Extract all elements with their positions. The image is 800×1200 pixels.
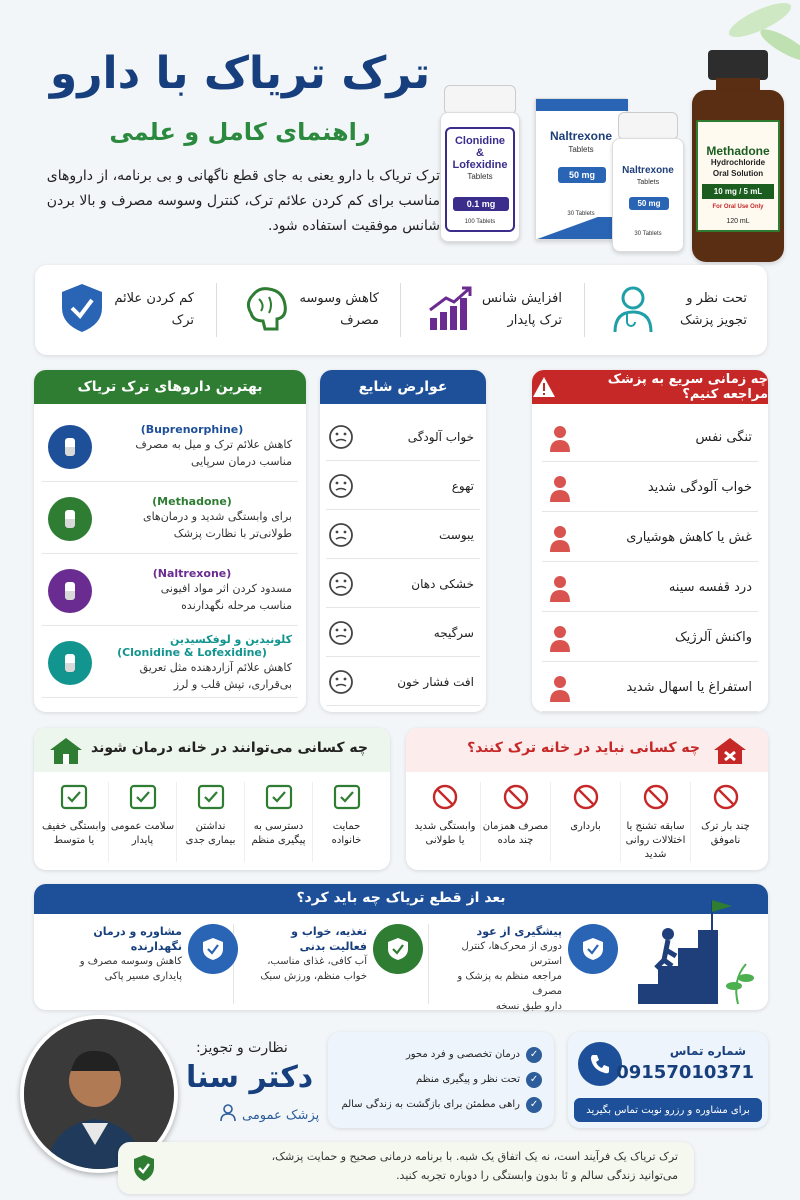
feature-item <box>340 1042 542 1067</box>
medicine-bottles-illustration <box>440 50 785 265</box>
feature-label: تحت نظر و پیگیری منظم <box>415 1074 520 1085</box>
side-effect-item <box>326 659 480 706</box>
urgent-item-label: تنگی نفس <box>695 430 752 445</box>
after-item-desc: دوری از محرک‌ها، کنترل استرس <box>461 941 562 967</box>
urgent-item-label: غش یا کاهش هوشیاری <box>626 530 752 545</box>
side-effect-label: افت فشار خون <box>397 675 474 689</box>
shield-icon <box>48 569 92 613</box>
features-card <box>328 1032 554 1128</box>
home-yes-title: چه کسانی می‌توانند در خانه درمان شوند <box>91 740 368 756</box>
check-icon: ✓ <box>526 1097 542 1113</box>
family-icon <box>331 782 363 816</box>
home-yes-label: بیماری جدی <box>185 835 236 846</box>
benefit-doctor <box>587 265 767 355</box>
shield-check-icon <box>58 282 106 338</box>
side-effects-title: عوارض شایع <box>358 379 448 395</box>
supervision-label: نظارت و تجویز: <box>196 1040 288 1056</box>
naltrexone-box: Naltrexone Tablets 50 mg 30 Tablets <box>535 98 627 240</box>
benefit-craving <box>220 265 400 355</box>
drug-item <box>42 484 298 554</box>
home-yes-label: حمایت <box>332 821 361 832</box>
home-yes-item <box>176 782 244 862</box>
drugs-title: بهترین داروهای ترک تریاک <box>77 379 263 395</box>
nausea-icon <box>326 471 356 501</box>
after-item-title: فعالیت بدنی <box>299 940 367 953</box>
drug-name-fa: کلونیدین و لوفکسیدین <box>170 632 292 646</box>
drug-desc: کاهش علائم آزاردهنده مثل تعریق <box>139 660 292 674</box>
side-effects-card <box>320 370 486 712</box>
feature-item <box>340 1067 542 1092</box>
home-yes-label: خانواده <box>331 835 362 846</box>
side-effect-label: تهوع <box>451 479 474 493</box>
home-yes-label: دسترسی به <box>253 821 304 832</box>
benefits-strip <box>35 265 767 355</box>
benefit-label: تحت نظر و تجویز پزشک <box>680 291 747 328</box>
home-yes-item <box>40 782 108 862</box>
drug-desc: کاهش علائم ترک و میل به مصرف <box>135 438 292 451</box>
home-no-item <box>620 782 690 862</box>
side-effect-item <box>326 414 480 461</box>
home-yes-card <box>34 728 390 870</box>
drugs-card <box>34 370 306 712</box>
lungs-icon <box>542 420 578 456</box>
side-effects-header <box>320 370 486 404</box>
home-yes-item <box>244 782 312 862</box>
check-icon: ✓ <box>526 1047 542 1063</box>
drug-desc: مناسب درمان سرپایی <box>190 455 292 468</box>
phone-number[interactable]: 09157010371 <box>616 1062 754 1083</box>
contact-cta-button[interactable]: برای مشاوره و رزرو نوبت تماس بگیرید <box>574 1098 762 1122</box>
after-item-desc: دارو طبق نسخه <box>495 1001 562 1012</box>
urgent-header <box>532 370 768 404</box>
page-title: ترک تریاک با دارو <box>49 48 431 99</box>
dependency-icon <box>430 782 460 816</box>
allergy-icon <box>542 620 578 656</box>
home-no-label: یا طولانی <box>425 835 465 846</box>
pill-icon <box>48 425 92 469</box>
urgent-item <box>542 414 758 462</box>
footer-line2: می‌توانید زندگی سالم و ئا بدون وابستگی را دوباره تجربه کنید. <box>396 1169 678 1182</box>
user-doctor-icon <box>220 1104 236 1126</box>
growth-chart-icon <box>426 284 474 336</box>
feature-label: راهی مطمئن برای بازگشت به زندگی سالم <box>341 1099 520 1110</box>
health-checklist-icon <box>195 782 227 816</box>
home-no-label: اختلالات روانی شدید <box>625 835 686 860</box>
after-item <box>233 924 423 1004</box>
intro-text: ترک تریاک با دارو یعنی به جای قطع ناگهانی و بی برنامه، از داروهای مناسب برای کم کردن علائم ترک، کنترل وسوسه مصرف و بالا بردن شانس موفقیت استفاده شود. <box>46 168 440 234</box>
drug-name: (Methadone) <box>152 495 232 508</box>
doctor-role-label: پزشک عمومی <box>242 1107 320 1123</box>
running-person-icon <box>373 924 423 974</box>
home-yes-item <box>108 782 176 862</box>
after-item <box>428 924 618 1012</box>
medicine-jar-icon <box>48 497 92 541</box>
after-item <box>48 924 238 1004</box>
home-yes-label: پیگیری منظم <box>251 835 306 846</box>
fainting-icon <box>542 520 578 556</box>
house-x-icon <box>712 736 748 770</box>
benefit-label: کاهش وسوسه مصرف <box>299 291 379 328</box>
benefit-label: افزایش شانس ترک پایدار <box>482 291 562 328</box>
after-item-desc: پایداری مسیر پاکی <box>104 971 182 982</box>
home-no-label: سابقه تشنج یا <box>626 821 685 832</box>
shield-check-icon <box>568 924 618 974</box>
home-no-item <box>690 782 760 862</box>
urgent-item-label: واکنش آلرژیک <box>675 630 752 645</box>
home-no-label: ناموفق <box>710 835 741 846</box>
benefit-label: کم کردن علائم ترک <box>114 291 194 328</box>
home-no-item <box>480 782 550 862</box>
drug-name: (Buprenorphine) <box>140 423 244 436</box>
urgent-item <box>542 464 758 512</box>
seizure-icon <box>641 782 671 816</box>
after-item-desc: مراجعه منظم به پزشک و مصرف <box>457 971 562 997</box>
urgent-item-label: درد قفسه سینه <box>668 580 752 595</box>
after-card <box>34 884 768 1010</box>
home-yes-label: پایدار <box>131 835 154 846</box>
shield-check-icon <box>132 1154 156 1186</box>
urgent-item-label: خواب آلودگی شدید <box>647 480 752 495</box>
counseling-icon <box>188 924 238 974</box>
tired-face-icon <box>326 422 356 452</box>
footer-line1: ترک تریاک یک فرآیند است، نه یک اتفاق یک شبه. با برنامه درمانی صحیح و حمایت پزشک، <box>271 1150 678 1163</box>
after-item-desc: کاهش وسوسه مصرف و <box>79 956 182 967</box>
side-effect-label: خشکی دهان <box>411 577 474 591</box>
home-no-card <box>406 728 768 870</box>
urgent-title: چه زمانی سریع به پزشک مراجعه کنیم؟ <box>607 372 768 402</box>
feature-item <box>340 1092 542 1117</box>
doctor-name: دکتر سنا <box>186 1060 314 1095</box>
pregnancy-icon <box>571 782 601 816</box>
after-item-desc: آب کافی، غذای مناسب، <box>267 956 367 967</box>
heart-pulse-icon <box>127 782 159 816</box>
chest-pain-icon <box>542 570 578 606</box>
stomach-icon <box>326 520 356 550</box>
side-effect-item <box>326 463 480 510</box>
home-no-item <box>410 782 480 862</box>
after-item-title: مشاوره و درمان <box>93 925 182 938</box>
contact-card <box>568 1032 768 1128</box>
naltrexone-bottle: Naltrexone Tablets 50 mg 30 Tablets <box>612 138 684 252</box>
side-effect-item <box>326 561 480 608</box>
warning-icon <box>532 376 556 398</box>
home-yes-label: وابستگی خفیف <box>42 821 106 832</box>
after-item-desc: خواب منظم، ورزش سبک <box>260 971 367 982</box>
doctor-role <box>220 1104 319 1126</box>
clonidine-bottle: Clonidine & Lofexidine Tablets 0.1 mg 100 Tablets <box>440 112 520 242</box>
home-no-item <box>550 782 620 862</box>
drug-desc: مسدود کردن اثر مواد افیونی <box>160 582 292 595</box>
lips-icon <box>326 569 356 599</box>
home-yes-label: سلامت عمومی <box>110 821 175 832</box>
urgent-item <box>542 514 758 562</box>
stairs-flag-illustration <box>628 894 758 1010</box>
vomiting-icon <box>542 670 578 706</box>
home-no-label: چند ماده <box>497 835 534 846</box>
doctor-icon <box>607 282 659 338</box>
home-no-label: چند بار ترک <box>701 821 750 832</box>
side-effect-item <box>326 610 480 657</box>
drug-desc: بی‌قراری، تپش قلب و لرز <box>173 677 292 691</box>
failed-attempt-icon <box>711 782 741 816</box>
clipboard-icon <box>263 782 295 816</box>
home-no-title: چه کسانی نباید در خانه ترک کنند؟ <box>467 740 700 756</box>
check-icon: ✓ <box>526 1072 542 1088</box>
drug-desc: طولانی‌تر با نظارت پزشک <box>173 527 292 540</box>
footer-note <box>118 1142 694 1194</box>
home-no-label: وابستگی شدید <box>414 821 476 832</box>
home-yes-item <box>312 782 380 862</box>
feature-label: درمان تخصصی و فرد محور <box>405 1049 520 1060</box>
methadone-bottle: Methadone Hydrochloride Oral Solution 10 mg / 5 mL For Oral Use Only 120 mL <box>692 90 784 262</box>
home-health-icon <box>58 782 90 816</box>
drug-desc: برای وابستگی شدید و درمان‌های <box>142 510 292 523</box>
heart-pulse-icon <box>326 667 356 697</box>
benefit-growth <box>404 265 584 355</box>
brain-icon <box>241 283 291 337</box>
drugs-header <box>34 370 306 404</box>
urgent-item <box>542 614 758 662</box>
urgent-item <box>542 564 758 612</box>
drug-name: (Naltrexone) <box>152 567 232 580</box>
side-effect-label: یبوست <box>439 528 474 542</box>
side-effect-label: خواب آلودگی <box>407 430 474 444</box>
after-item-title: تغذیه، خواب و <box>291 925 367 938</box>
benefit-symptoms <box>36 265 216 355</box>
drug-item <box>42 628 298 698</box>
home-yes-label: یا متوسط <box>53 835 95 846</box>
after-title: بعد از قطع تریاک چه باید کرد؟ <box>296 890 506 906</box>
after-item-title: پیشگیری از عود <box>476 925 562 938</box>
drug-item <box>42 556 298 626</box>
side-effect-label: سرگیجه <box>433 626 474 640</box>
urgent-item-label: استفراغ یا اسهال شدید <box>626 680 752 695</box>
drug-item <box>42 412 298 482</box>
urgent-item <box>542 664 758 712</box>
page-subtitle: راهنمای کامل و علمی <box>109 118 371 146</box>
drug-desc: مناسب مرحله نگهدارنده <box>181 599 292 612</box>
dizzy-head-icon <box>326 618 356 648</box>
home-no-label: بارداری <box>570 821 601 832</box>
multiple-substances-icon <box>501 782 531 816</box>
urgent-card <box>532 370 768 712</box>
after-item-title: نگهدارنده <box>130 940 182 953</box>
house-icon <box>48 736 84 770</box>
home-no-label: مصرف همزمان <box>482 821 549 832</box>
side-effect-item <box>326 512 480 559</box>
drug-name: (Clonidine & Lofexidine) <box>117 645 267 659</box>
sleeping-icon <box>542 470 578 506</box>
home-yes-label: نداشتن <box>195 821 226 832</box>
contact-title: شماره تماس <box>669 1044 746 1058</box>
dropper-bottle-icon <box>48 641 92 685</box>
